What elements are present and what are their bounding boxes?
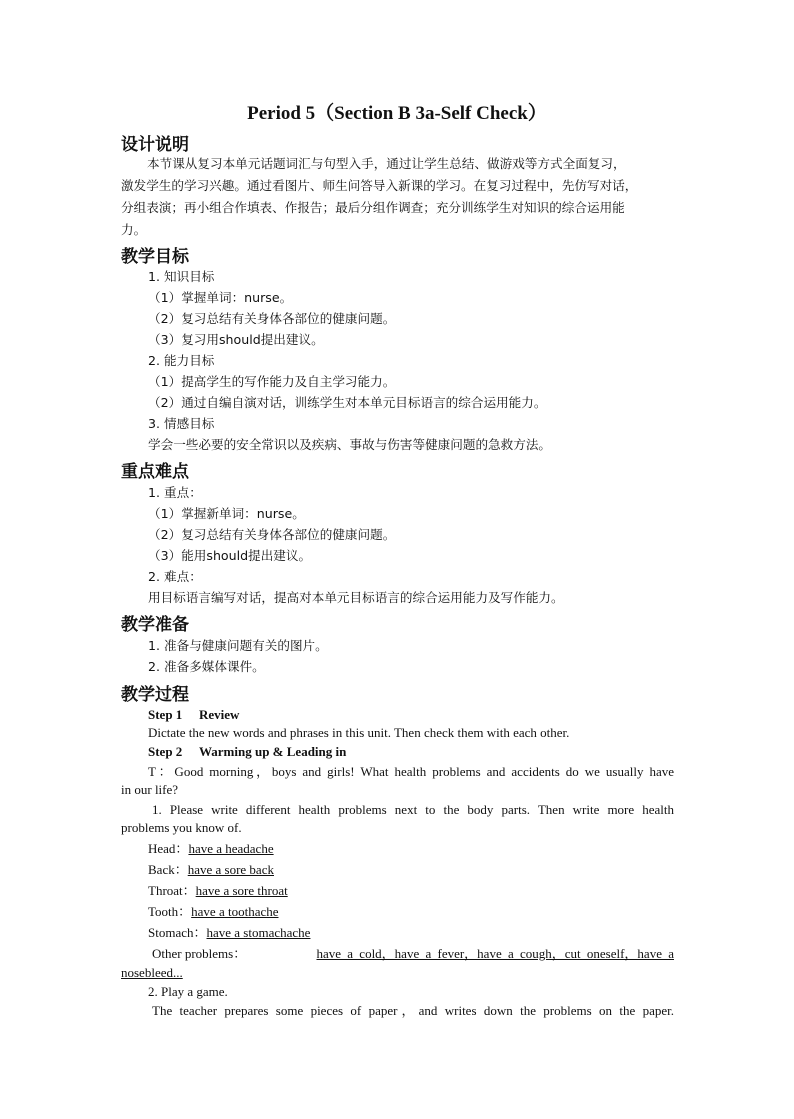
question1-line-1: 1. Please write different health problems next to the body parts. Then write more health xyxy=(152,802,674,817)
other-problems-row xyxy=(152,944,674,963)
prep-item: 1. 准备与健康问题有关的图片。 xyxy=(148,638,328,653)
design-line-1: 本节课从复习本单元话题词汇与句型入手，通过让学生总结、做游戏等方式全面复习， xyxy=(147,156,626,171)
section-heading-goals: 教学目标 xyxy=(121,247,189,267)
design-line-3: 分组表演；再小组合作填表、作报告；最后分组作调查；充分训练学生对知识的综合运用能 xyxy=(121,200,625,215)
question1-line-2: problems you know of. xyxy=(121,820,242,835)
goal-item: 学会一些必要的安全常识以及疾病、事故与伤害等健康问题的急救方法。 xyxy=(148,437,551,452)
game-line: 2. Play a game. xyxy=(148,984,228,999)
keypoint-item: （1）掌握新单词：nurse。 xyxy=(148,506,305,521)
goal-item: 1. 知识目标 xyxy=(148,269,215,284)
answer-text: have a toothache xyxy=(191,904,279,919)
goal-item: （2）复习总结有关身体各部位的健康问题。 xyxy=(148,311,396,326)
goal-item: （3）复习用should提出建议。 xyxy=(148,332,324,347)
teacher-line-1: T：Good morning，boys and girls! What health problems and accidents do we usually have xyxy=(148,764,674,779)
answer-text: have a sore throat xyxy=(195,883,288,898)
design-line-2: 激发学生的学习兴趣。通过看图片、师生问答导入新课的学习。在复习过程中，先仿写对话， xyxy=(121,178,638,193)
page-title: Period 5（Section B 3a-Self Check） xyxy=(247,103,547,124)
other-problems-answer-cont: nosebleed... xyxy=(121,965,183,980)
other-problems-answer: have a cold，have a fever，have a cough，cut oneself，have a xyxy=(316,946,674,961)
body-part-label: Throat： xyxy=(148,883,196,898)
prep-item: 2. 准备多媒体课件。 xyxy=(148,659,265,674)
step1-text: Dictate the new words and phrases in this unit. Then check them with each other. xyxy=(148,725,570,740)
answer-text: have a sore back xyxy=(187,862,274,877)
goal-item: （1）提高学生的写作能力及自主学习能力。 xyxy=(148,374,396,389)
step1-title: Review xyxy=(199,707,240,722)
section-heading-process: 教学过程 xyxy=(121,685,189,705)
answer-text: have a stomachache xyxy=(206,925,311,940)
answer-row-back xyxy=(148,860,274,879)
keypoint-item: 1. 重点： xyxy=(148,485,202,500)
design-line-4: 力。 xyxy=(121,222,147,237)
answer-row-throat xyxy=(148,881,288,900)
step2-title: Warming up & Leading in xyxy=(199,744,347,759)
other-problems-label: Other problems： xyxy=(152,946,247,961)
step2-label: Step 2 xyxy=(148,744,183,759)
goal-item: 2. 能力目标 xyxy=(148,353,215,368)
goal-item: 3. 情感目标 xyxy=(148,416,215,431)
section-heading-design: 设计说明 xyxy=(121,135,189,155)
teacher-line-2: in our life? xyxy=(121,782,179,797)
body-part-label: Back： xyxy=(148,862,188,877)
goal-item: （1）掌握单词：nurse。 xyxy=(148,290,293,305)
section-heading-keypoints: 重点难点 xyxy=(121,462,189,482)
last-line: The teacher prepares some pieces of paper，and writes down the problems on the paper. xyxy=(152,1003,674,1018)
body-part-label: Tooth： xyxy=(148,904,192,919)
step1-label: Step 1 xyxy=(148,707,183,722)
body-part-label: Head： xyxy=(148,841,189,856)
answer-text: have a headache xyxy=(188,841,274,856)
keypoint-item: 2. 难点： xyxy=(148,569,202,584)
answer-row-head xyxy=(148,839,274,858)
keypoint-item: （2）复习总结有关身体各部位的健康问题。 xyxy=(148,527,396,542)
goal-item: （2）通过自编自演对话，训练学生对本单元目标语言的综合运用能力。 xyxy=(148,395,547,410)
section-heading-prep: 教学准备 xyxy=(121,615,189,635)
keypoint-item: 用目标语言编写对话，提高对本单元目标语言的综合运用能力及写作能力。 xyxy=(148,590,564,605)
answer-row-tooth xyxy=(148,902,279,921)
answer-row-stomach xyxy=(148,923,310,942)
body-part-label: Stomach： xyxy=(148,925,207,940)
keypoint-item: （3）能用should提出建议。 xyxy=(148,548,312,563)
